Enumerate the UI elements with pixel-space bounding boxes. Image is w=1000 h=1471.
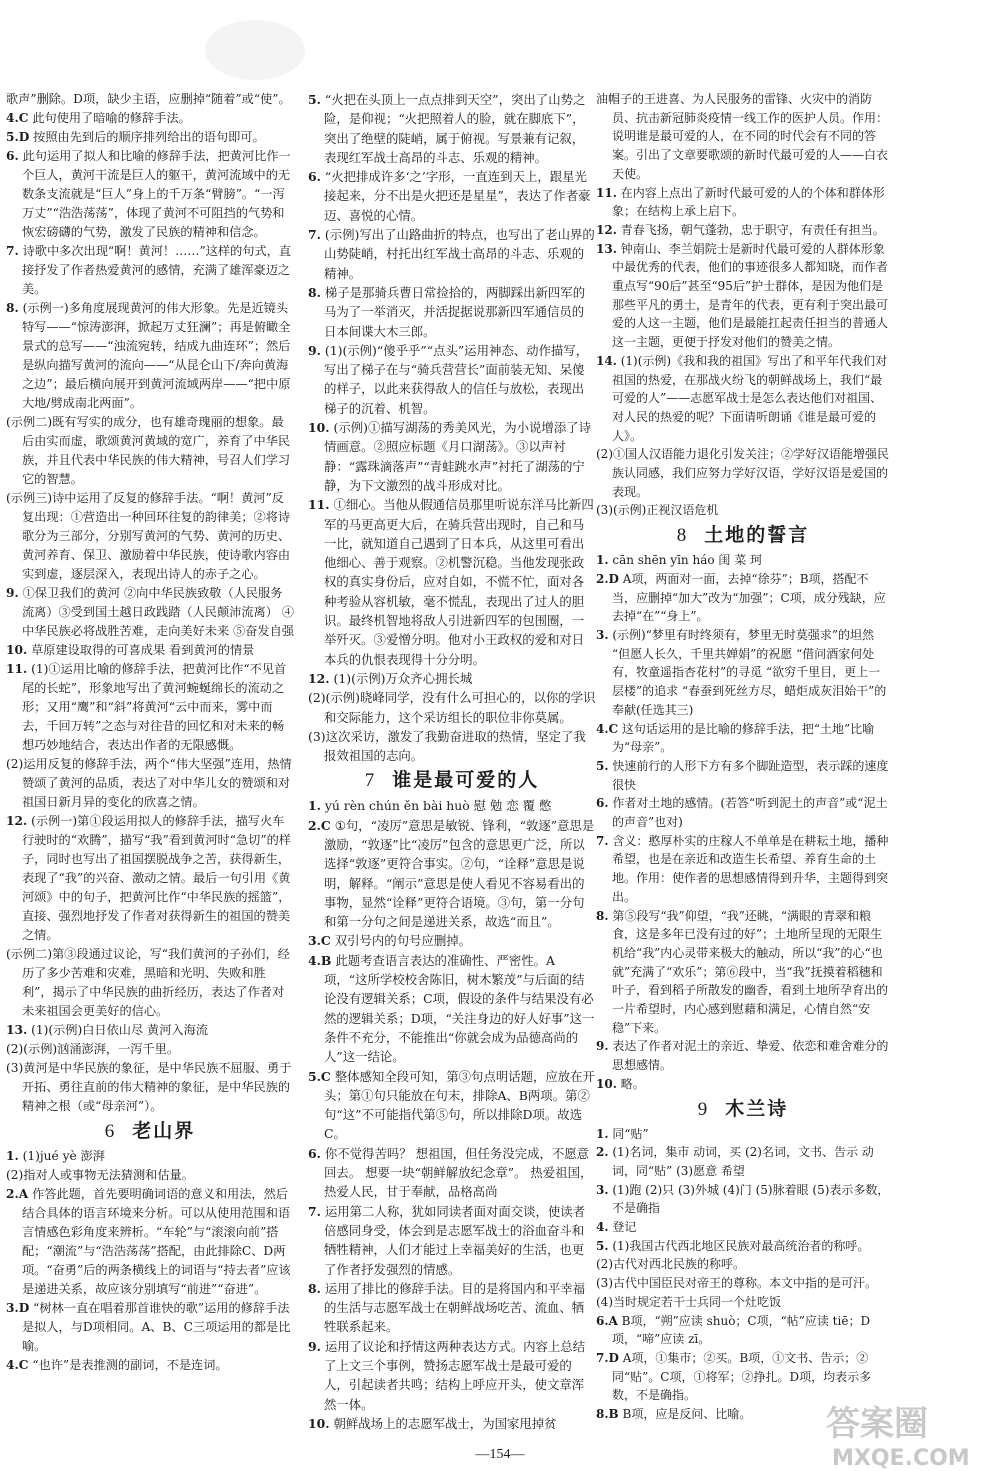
answer-text: 运用了排比的修辞手法。目的是将国内和平幸福的生活与志愿军战士在朝鲜战场吃苦、流血、牺牲联系起来。 — [324, 1280, 586, 1335]
answer-number: 10. — [308, 420, 330, 436]
answer-item — [596, 1143, 890, 1180]
answer-text: (1)名词，集市 动词，买 (2)名词，文书、告示 动词，同“贴” (3)愿意 希望 — [612, 1145, 874, 1178]
answer-text: 草原建设取得的可喜成果 看到黄河的情景 — [31, 643, 255, 657]
answer-number: 3.C — [308, 933, 331, 949]
answer-item — [308, 341, 596, 418]
answer-item — [6, 641, 294, 660]
answer-text: (1)跑 (2)只 (3)外城 (4)门 (5)脉着眼 (5)表示多数，不是确指 — [612, 1182, 890, 1216]
answer-number: 1. — [308, 798, 321, 814]
section-heading: 谁是最可爱的人 — [392, 769, 540, 792]
answer-text: (2)指对人或事物无法猜测和估量。 — [6, 1168, 194, 1182]
answer-text: 按照由先到后的顺序排列给出的语句即可。 — [33, 130, 265, 144]
answer-number: 11. — [308, 497, 330, 513]
answer-text: “也许”是表推测的副词，不是连词。 — [32, 1358, 228, 1372]
answer-item — [596, 570, 890, 626]
answer-item — [308, 1279, 596, 1337]
answer-item — [6, 299, 294, 413]
answer-text: 整体感知全段可知，第③句点明话题，应放在开头；第①句只能放在句末，排除A、B两项。第②句“这”不可能指代第⑤句，所以排除D项。故选C。 — [324, 1068, 595, 1142]
answer-item — [6, 945, 294, 1021]
answer-text: (1)我国古代西北地区民族对最高统治者的称呼。 — [612, 1238, 870, 1253]
answer-text: (2)(示例)晓峰同学，没有什么可担心的，以你的学识和交际能力，这个采访组长的职位非你莫属。 — [308, 690, 596, 725]
answer-text: ①保卫我们的黄河 ②向中华民族致敬（人民服务流离）③受到国土越日政践踏（人民颠沛流离） ④中华民族必将战胜苦难，走向美好未来 ⑤奋发自强 — [22, 586, 294, 638]
answer-number: 10. — [308, 1415, 330, 1431]
answer-text: (2)古代对西北民族的称呼。 — [596, 1257, 745, 1272]
answer-text: “火把排成许多‘之’字形，一直连到天上，跟星光接起来，分不出是火把还是星星”，表达了作者豪迈、喜悦的心情。 — [324, 169, 591, 223]
answer-item — [308, 1337, 596, 1414]
answer-number: 6.A — [596, 1313, 618, 1328]
answer-number: 6. — [308, 1145, 321, 1161]
answer-number: 6. — [308, 169, 321, 185]
answer-item — [596, 757, 890, 794]
answer-item — [596, 221, 890, 240]
answer-item — [308, 418, 596, 495]
answer-item — [6, 755, 294, 812]
answer-item — [6, 489, 294, 584]
answer-number: 8. — [6, 301, 19, 315]
answer-text: (2)运用反复的修辞手法，两个“伟大坚强”连用，热情赞颂了黄河的品质，表达了对中华儿女的赞颂和对祖国日新月异的变化的欣喜之情。 — [6, 757, 292, 809]
answer-number: 1. — [596, 1126, 609, 1141]
answer-item — [596, 794, 890, 831]
answer-item — [6, 812, 294, 945]
answer-item — [308, 796, 596, 815]
answer-text: (示例一)第①段运用拟人的修辞手法，描写火车行驶时的“欢腾”，描写“我”看到黄河时“急切”的样子，同时也写出了祖国摆脱战争之苦，获得新生，表现了“我”的兴奋、激动之情。最后一句引用《黄河颂》中的句子，把黄河比作“中华民族的摇篮”，直接、强烈地抒发了作者对获得新生的祖国的赞美之情。 — [22, 814, 291, 942]
answer-text: yú rèn chún ěn bài huò 慰 勉 恋 覆 憋 — [324, 798, 552, 814]
answer-text: (3)黄河是中华民族的象征，是中华民族不屈服、勇于开拓、勇往直前的伟大精神的象征，是中华民族的精神之根（或“母亲河”）。 — [6, 1061, 292, 1113]
answer-text: 油帽子的王进喜、为人民服务的雷锋、火灾中的消防员、抗击新冠肺炎疫情一线工作的医护人员。作用：说明谁是最可爱的人，在不同的时代会有不同的答案。引出了文章要歌颂的新时代最可爱的人——白衣天使。 — [596, 92, 889, 181]
answer-item — [6, 413, 294, 489]
bottom-watermark-logo — [822, 1395, 998, 1471]
answer-number: 12. — [6, 814, 28, 828]
answer-number: 4.B — [308, 952, 332, 968]
answer-item — [308, 167, 596, 225]
answer-text: ①句，“凌厉”意思是敏锐、锋利，“敦逐”意思是激励，“敦逐”比“凌厉”包含的意思更广泛，所以选择“敦逐”更符合事实。②句，“诠释”意思是说明，解释。“阐示”意思是使人看见不容易看出的事物，显然“诠释”更符合语境。③句，第一分句和第一分句之间是递进关系，故选“而且”。 — [324, 817, 595, 930]
section-heading: 木兰诗 — [725, 1097, 789, 1120]
answer-text: 含义：憨厚朴实的庄稼人不单单是在耕耘土地，播种希望，也是在亲近和改造生长希望、养育生命的土地。作用：使作者的思想感情得到升华，主题得到突出。 — [612, 833, 889, 904]
answer-item — [596, 832, 890, 907]
answer-number: 13. — [596, 241, 617, 256]
answer-number: 11. — [6, 662, 28, 676]
answer-number: 13. — [6, 1023, 28, 1037]
answer-item — [308, 931, 596, 950]
answer-text: “树林一直在唱着那首谁快的歌”运用的修辞手法是拟人，与D项相同。A、B、C三项运用的都是比喻。 — [22, 1301, 291, 1353]
answer-item — [596, 1237, 890, 1256]
answer-text: 在内容上点出了新时代最可爱的人的个体和群体形象；在结构上承上启下。 — [612, 185, 885, 219]
answer-text: (1)(示例)“傻乎乎”“点头”运用神态、动作描写，写出了梯子在与“骑兵营营长”面前装无知、呆傻的样子，以此来获得敌人的信任与放松，表现出梯子的沉着、机智。 — [324, 342, 589, 416]
answer-item — [308, 90, 596, 167]
answer-text: A项，①集市；②买。B项，①文书、告示；②同“贴”。C项，①将军；②挣扎。D项，均表示多数，不是确指。 — [612, 1351, 872, 1403]
section-heading: 老山界 — [132, 1120, 196, 1142]
answer-item — [6, 584, 294, 641]
answer-text: (2)(示例)汹涌澎湃，一泻千里。 — [6, 1042, 180, 1056]
answer-number: 5.D — [6, 130, 30, 144]
answer-number: 2.D — [596, 571, 619, 586]
watermark-line1: 答案圈 — [826, 1404, 928, 1444]
answer-text: 登记 — [612, 1220, 637, 1235]
answer-number: 5. — [596, 1238, 609, 1253]
answer-item — [308, 1414, 596, 1433]
section-title — [596, 1096, 890, 1123]
answer-item — [6, 1185, 294, 1299]
answer-item — [596, 184, 890, 221]
answer-text: 你不觉得苦吗？ 想祖国，但任务没完成，不愿意回去。 想要一块“朝鲜解放纪念章”。 热爱祖国，热爱人民，甘于奉献，品格高尚 — [324, 1145, 593, 1200]
answer-text: 朝鲜战场上的志愿军战士，为国家甩掉贫 — [333, 1415, 557, 1431]
answer-item — [308, 669, 596, 688]
answer-text: 作者对土地的感情。(若答“听到泥土的声音”或“泥土的声音”也对) — [612, 796, 888, 830]
answer-text: 此题考查语言表达的准确性、严密性。A项，“这所学校校舍陈旧，树木繁茂”与后面的结论没有逻辑关系；C项，假设的条件与结果没有必然的逻辑关系；D项，“关注身边的好人好事”这一条件不充分，不能推出“你就会成为品德高尚的人”这一结论。 — [324, 952, 595, 1065]
answer-number: 1. — [596, 553, 609, 568]
answer-number: 4.C — [6, 111, 29, 125]
answer-text: A项，两面对一面，去掉“徐芬”；B项，搭配不当，应删掉“加大”改为“加强”；C项，成分残缺，应去掉“在”“身上”。 — [612, 571, 886, 624]
section-heading: 土地的誓言 — [704, 524, 810, 547]
answer-number: 6. — [6, 149, 19, 163]
answer-text: 此句运用了拟人和比喻的修辞手法，把黄河比作一个巨人，黄河干流是巨人的躯干，黄河流域中的无数条支流就是“巨人”身上的千万条“臂膀”。“一泻万丈”“浩浩荡荡”，体现了黄河不可阻挡的气势和恢宏磅礴的气势，激发了民族的精神和信念。 — [22, 149, 291, 239]
section-title — [596, 522, 890, 549]
answer-item — [6, 1166, 294, 1185]
answer-text: 诗歌中多次出现“啊！黄河！……”这样的句式，直接抒发了作者热爱黄河的感情，充满了雄浑豪迈之美。 — [22, 244, 292, 296]
answer-number: 2. — [596, 1145, 609, 1160]
answer-text: (示例)写出了山路曲折的特点，也写出了老山界的山势陡峭，村托出红军战士高昂的斗志、乐观的精神。 — [324, 227, 595, 281]
answer-text: 表达了作者对泥土的亲近、挚爱、依恋和难舍难分的思想感情。 — [612, 1039, 889, 1073]
answer-number: 12. — [308, 670, 330, 686]
answer-text: B项，应是反问、比喻。 — [622, 1407, 752, 1422]
section-title — [308, 767, 596, 794]
answer-number: 3. — [596, 1182, 609, 1197]
answer-item — [596, 1218, 890, 1237]
section-number: 9 — [697, 1098, 710, 1120]
answer-number: 8.B — [596, 1407, 619, 1422]
answer-number: 7. — [308, 1203, 321, 1219]
answer-item — [596, 90, 890, 184]
answer-item — [596, 1255, 890, 1274]
answer-text: cān shēn yīn háo 闺 菜 珂 — [612, 553, 763, 568]
answer-item — [596, 240, 890, 352]
answer-text: 这句话运用的是比喻的修辞手法，把“土地”比喻为“母亲”。 — [612, 721, 875, 755]
answer-number: 10. — [596, 1076, 617, 1091]
answer-text: 同“贴” — [612, 1126, 649, 1141]
answer-item — [6, 1021, 294, 1040]
answer-column-right — [596, 90, 890, 1424]
answer-number: 9. — [596, 1039, 609, 1054]
answer-text: 此句使用了暗喻的修辞手法。 — [32, 111, 191, 125]
answer-item — [596, 501, 890, 520]
answer-item — [308, 1067, 596, 1144]
answer-text: (2)①国人汉语能力退化引发关注；②学好汉语能增强民族认同感，我们应努力学好汉语，学好汉语是爱国的表现。 — [596, 447, 890, 499]
answer-item — [6, 1299, 294, 1356]
answer-text: (1)(示例)《我和我的祖国》写出了和平年代我们对祖国的热爱，在那战火纷飞的朝鲜战场上，我们“最可爱的人”——志愿军战士是怎么表达他们对祖国、对人民的热爱的呢？下面请听朗诵《谁是最可爱的人》。 — [612, 353, 888, 443]
answer-number: 9. — [308, 1338, 321, 1354]
answer-number: 8. — [596, 908, 609, 923]
answer-text: 梯子是那骑兵曹日常捡拾的，两脚踩出新四军的马为了一举消灭，并活捉据说那新四军通信员的日本间谍大木三郎。 — [324, 284, 586, 339]
answer-number: 5. — [308, 92, 321, 107]
answer-text: 作答此题，首先要明确词语的意义和用法，然后结合具体的语言环境来分析。可以从使用范围和语言情感色彩角度来辨析。“车轮”与“滚滚向前”搭配；“潮流”与“浩浩荡荡”搭配，由此排除C、D两项。“奋勇”后的两条横线上的词语与“持去者”应该是递进关系，故应该分别填写“前进”“奋进”。 — [22, 1187, 291, 1296]
section-number: 7 — [364, 770, 377, 792]
answer-number: 5.C — [308, 1068, 331, 1084]
answer-item — [6, 128, 294, 147]
section-title — [6, 1118, 294, 1145]
answer-item — [596, 1312, 890, 1349]
answer-item — [308, 688, 596, 727]
answer-number: 11. — [596, 185, 617, 200]
answer-item — [596, 1181, 890, 1218]
answer-number: 4.C — [596, 721, 619, 736]
answer-column-middle — [308, 90, 596, 1433]
answer-item — [6, 147, 294, 242]
answer-text: (3)古代中国臣民对帝王的尊称。本文中指的是可汗。 — [596, 1276, 878, 1291]
answer-item — [596, 626, 890, 720]
answer-number: 7. — [596, 833, 609, 848]
answer-number: 2.C — [308, 817, 331, 833]
answer-item — [596, 1037, 890, 1074]
answer-text: 钟南山、李兰娟院士是新时代最可爱的人群体形象中最优秀的代表，他们的事迹很多人都知晓，而作者重点写“90后”甚至“95后”护士群体，是因为他们是那些平凡的勇士，是青年的代表，更有利于突出最可爱的人这一主题，他们是最能扛起责任担当的普通人这一主题，更便于抒发对他们的赞美之情。 — [612, 241, 889, 350]
answer-item — [6, 1059, 294, 1116]
answer-item — [596, 720, 890, 757]
answer-item — [6, 1040, 294, 1059]
answer-item — [596, 445, 890, 501]
answer-number: 2.A — [6, 1187, 29, 1201]
answer-column-left — [6, 90, 294, 1375]
answer-text: (3)(示例)正视汉语危机 — [596, 503, 719, 518]
answer-number: 8. — [308, 284, 321, 300]
answer-number: 7. — [6, 244, 19, 258]
answer-number: 3. — [596, 627, 609, 642]
answer-number: 5. — [596, 758, 609, 773]
section-number: 8 — [676, 525, 689, 547]
answer-number: 10. — [6, 643, 28, 657]
section-number: 6 — [104, 1121, 117, 1142]
answer-number: 7. — [308, 227, 321, 243]
answer-text: 双引号内的句号应删掉。 — [334, 933, 472, 949]
answer-text: 运用了议论和抒情这两种表达方式。内容上总结了上文三个事例，赞扬志愿军战士是最可爱的人，引起读者共鸣；结构上呼应开头，使文章浑然一体。 — [324, 1338, 586, 1412]
answer-text: ①细心。当他从假通信员那里听说东洋马比新四军的马更高更大后，在骑兵营出现时，自己和马一比，就知道自己遇到了日本兵，从这里可看出他细心、善于观察。②机警沉稳。当他发现张政权的真实身份后，应对自如，不慌不忙，面对各种考验从容机敏，毫不慌乱，表现出了过人的胆识。最终机智地将敌人引进新四军的包围圈，一举歼灭。③爱憎分明。他对小王政权的爱和对日本兵的仇恨表现得十分分明。 — [324, 497, 594, 667]
answer-number: 9. — [308, 342, 321, 358]
answer-item — [596, 907, 890, 1038]
answer-item — [308, 951, 596, 1067]
answer-item — [308, 1202, 596, 1279]
answer-text: 运用第二人称，犹如同读者面对面交谈，使读者倍感同身受，体会到是志愿军战士的浴血奋斗和牺牲精神，人们才能过上幸福美好的生活，也更了作者抒发强烈的情感。 — [324, 1203, 586, 1277]
answer-item — [6, 109, 294, 128]
answer-text: (示例三)诗中运用了反复的修辞手法。“啊！黄河”反复出现：①营造出一种回环往复的韵律美；②将诗歌分为三部分，分别写黄河的气势、黄河的历史、黄河养育、保卫、激励着中华民族，使诗歌内容由实到虚，逐层深入，表现出诗人的赤子之心。 — [6, 491, 291, 581]
answer-text: (示例二)既有写实的成分，也有雄奇瑰丽的想象。最后由实而虚，歌颂黄河黄域的宽广，养育了中华民族，并且代表中华民族的伟大精神，号召人们学习它的智慧。 — [6, 415, 291, 486]
answer-text: “火把在头顶上一点点排到天空”，突出了山势之险，是仰视；“火把照着人的脸，就在脚底下”，突出了绝壁的陡峭，属于俯视。写景兼有记叙，表现红军战士高昂的斗志、乐观的精神。 — [324, 92, 586, 165]
answer-item — [6, 242, 294, 299]
answer-text: (1)(示例)万众齐心拥长城 — [333, 670, 473, 686]
answer-text: (4)当时规定若干士兵同一个灶吃饭 — [596, 1294, 781, 1309]
answer-text: (示例二)第③段通过议论，写“我们黄河的子孙们，经历了多少苦难和灾难，黑暗和光明、失败和胜利”，揭示了中华民族的曲折经历，表达了作者对未来祖国会更美好的信心。 — [6, 947, 290, 1018]
answer-number: 4. — [596, 1220, 609, 1235]
answer-item — [596, 1274, 890, 1293]
answer-text: (示例一)多角度展现黄河的伟大形象。先是近镜头特写——“惊涛澎湃，掀起万丈狂澜”；再是俯瞰全景式的总写——“浊流宛转，结成九曲连环”；然后是纵向描写黄河的流向——“从昆仑山下/奔向黄海之边”；最后横向展开到黄河流域两岸——“把中原大地/劈成南北两面”。 — [22, 301, 291, 410]
answer-item — [6, 660, 294, 755]
answer-item — [6, 1147, 294, 1166]
answer-text: 略。 — [620, 1076, 645, 1091]
answer-text: 青春飞扬，朝气蓬勃，忠于职守，有责任有担当。 — [620, 222, 885, 237]
answer-item — [596, 1075, 890, 1094]
answer-number: 4.C — [6, 1358, 29, 1372]
answer-text: 歌声”删除。D项，缺少主语，应删掉“随着”或“使”。 — [6, 92, 291, 106]
answer-text: (示例)①描写湖荡的秀美风光，为小说增添了诗情画意。②照应标题《月口湖荡》。③以声衬静：“露珠滴落声”“青蛙跳水声”衬托了湖荡的宁静，为下文激烈的战斗形成对比。 — [324, 420, 591, 493]
answer-number: 7.D — [596, 1351, 619, 1365]
answer-number: 8. — [308, 1280, 321, 1296]
answer-item — [596, 1125, 890, 1144]
answer-text: 第⑤段写“我”仰望，“我”还眺，“满眼的青翠和粮食，这是多年已没有过的好”；土地所呈现的无限生机给“我”内心灵带来极大的触动，所以“我”的心“也就”充满了“欢乐”；第⑥段中，当“我”抚摸着稻穗和叶子，看到稻子所散发的幽香，看到土地所孕育出的一片希望时，内心感到慰藉和满足，心情自然“安稳”下来。 — [612, 908, 889, 1035]
answer-number: 3.D — [6, 1301, 30, 1315]
answer-number: 14. — [596, 353, 617, 368]
answer-text: (1)jué yè 澎湃 — [22, 1149, 105, 1163]
answer-number: 6. — [596, 796, 609, 811]
top-watermark-logo — [200, 10, 310, 90]
watermark-line2: MXQE.COM — [832, 1446, 970, 1471]
answer-item — [596, 1293, 890, 1312]
answer-number: 1. — [6, 1149, 19, 1163]
answer-item — [308, 283, 596, 341]
answer-text: (3)这次采访，激发了我勤奋进取的热情，坚定了我报效祖国的志向。 — [308, 728, 586, 764]
answer-item — [308, 816, 596, 932]
answer-text: (示例)“梦里有时终须有，梦里无时莫强求”的坦然 “但愿人长久，千里共婵娟”的祝愿 “借问酒家何处有，牧童遥指杏花村”的寻觅 “欲穷千里目，更上一层楼”的追求 “春蚕到死丝方尽，蜡炬成灰泪始干”的奉献(任选其三) — [612, 627, 887, 717]
answer-item — [6, 1356, 294, 1375]
answer-number: 9. — [6, 586, 19, 600]
answer-item — [6, 90, 294, 109]
answer-item — [596, 352, 890, 446]
answer-text: B项，“朔”应读 shuò；C项，“帖”应读 tiē；D项，“啼”应读 zī。 — [612, 1313, 871, 1347]
answer-text: (1)①运用比喻的修辞手法，把黄河比作“不见首尾的长蛇”，形象地写出了黄河蜿蜒绵长的流动之形；又用“鹰”和“斜”将黄河“云中而来，雾中而去，千回万转”之态与对往昔的回忆和对未来的畅想巧妙地结合，表达出作者的无限感慨。 — [22, 662, 287, 752]
answer-text: 快速前行的人形下方有多个脚趾造型，表示踩的速度很快 — [612, 758, 889, 792]
answer-item — [308, 225, 596, 283]
page-number: —154— — [475, 1447, 525, 1462]
answer-item — [596, 551, 890, 570]
answer-item — [308, 727, 596, 766]
answer-item — [308, 1144, 596, 1202]
answer-number: 12. — [596, 222, 617, 237]
answer-item — [308, 495, 596, 669]
answer-text: (1)(示例)白日依山尽 黄河入海流 — [31, 1023, 208, 1037]
